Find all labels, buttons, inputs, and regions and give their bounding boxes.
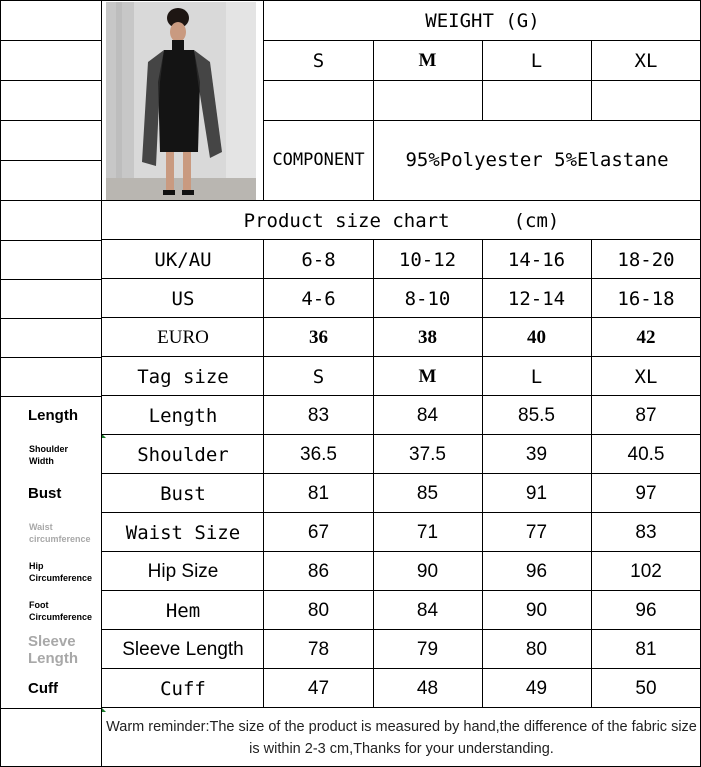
grid-line <box>101 395 701 396</box>
table-cell: 40 <box>527 326 546 348</box>
row-label: UK/AU <box>154 248 212 271</box>
warm-reminder: Warm reminder:The size of the product is measured by hand,the difference of the fabric size is within 2-3 cm,Thanks for your understanding. <box>106 719 697 757</box>
row-label: Tag size <box>137 365 229 388</box>
table-cell: 79 <box>416 638 439 660</box>
grid-line <box>101 239 701 240</box>
side-label <box>0 435 101 474</box>
table-cell: 80 <box>525 638 548 660</box>
table-cell: 8-10 <box>404 287 451 310</box>
side-label-text: Hip Circumference <box>29 560 93 583</box>
chart-title-row <box>102 201 701 240</box>
grid-line <box>263 240 264 708</box>
product-photo <box>106 2 256 200</box>
component-value: 95%Polyester 5%Elastane <box>405 149 669 171</box>
grid-line <box>0 160 102 161</box>
table-cell: L <box>530 365 543 388</box>
grid-line <box>373 120 374 200</box>
table-cell: 6-8 <box>301 248 336 271</box>
grid-line <box>0 708 102 709</box>
grid-line <box>482 240 483 708</box>
header-size-xl: XL <box>634 49 658 72</box>
grid-line <box>373 240 374 708</box>
row-label: US <box>171 287 195 310</box>
row-label: Bust <box>160 482 206 505</box>
side-label <box>0 513 101 552</box>
cell-marker <box>102 708 106 712</box>
table-cell: 96 <box>525 560 548 582</box>
grid-line <box>101 473 701 474</box>
component-label: COMPONENT <box>272 150 365 170</box>
table-cell: 91 <box>525 482 548 504</box>
side-label-text: Shoulder Width <box>29 443 69 466</box>
table-cell: 97 <box>635 482 657 504</box>
chart-unit: (cm) <box>513 209 560 232</box>
grid-line <box>373 40 374 120</box>
table-cell: 102 <box>630 560 662 582</box>
side-label-text: Sleeve Length <box>28 632 78 667</box>
table-cell: 87 <box>635 404 657 426</box>
side-label-text: Cuff <box>28 680 58 697</box>
grid-line <box>101 707 701 708</box>
table-cell: 36 <box>309 326 328 348</box>
grid-line <box>101 278 701 279</box>
grid-line <box>101 200 701 201</box>
table-cell: 48 <box>416 677 439 699</box>
table-cell: 84 <box>416 404 439 426</box>
grid-line <box>0 279 102 280</box>
table-cell: 16-18 <box>617 287 675 310</box>
grid-line <box>0 240 102 241</box>
grid-line <box>101 356 701 357</box>
grid-line <box>0 200 102 201</box>
table-cell: 81 <box>635 638 657 660</box>
grid-line <box>101 590 701 591</box>
side-label-text: Waist circumference <box>29 521 91 544</box>
table-cell: 83 <box>307 404 330 426</box>
table-cell: 39 <box>525 443 548 465</box>
table-cell: 81 <box>307 482 330 504</box>
grid-line <box>0 357 102 358</box>
grid-line <box>101 668 701 669</box>
grid-line <box>591 40 592 120</box>
grid-line <box>263 120 701 121</box>
table-cell: 80 <box>307 599 330 621</box>
side-label <box>0 396 101 435</box>
table-cell: 49 <box>525 677 548 699</box>
table-cell: 78 <box>307 638 330 660</box>
grid-line <box>0 0 701 1</box>
side-label <box>0 630 101 669</box>
table-cell: M <box>418 365 437 387</box>
table-cell: 50 <box>635 677 657 699</box>
row-label: Waist Size <box>125 521 241 544</box>
side-label <box>0 591 101 630</box>
table-cell: 83 <box>635 521 657 543</box>
grid-line <box>0 40 102 41</box>
header-size-l: L <box>530 49 543 72</box>
row-label: Hem <box>165 599 201 622</box>
table-cell: S <box>312 365 325 388</box>
table-cell: 47 <box>307 677 330 699</box>
row-label: EURO <box>157 326 209 348</box>
table-cell: 10-12 <box>398 248 457 271</box>
grid-line <box>263 0 264 201</box>
table-cell: 37.5 <box>409 443 446 465</box>
table-cell: 14-16 <box>507 248 566 271</box>
row-label: Sleeve Length <box>122 638 244 660</box>
table-cell: 67 <box>307 521 330 543</box>
grid-line <box>0 120 102 121</box>
grid-line <box>101 629 701 630</box>
table-cell: 18-20 <box>617 248 675 271</box>
side-label <box>0 552 101 591</box>
table-cell: 90 <box>525 599 548 621</box>
grid-line <box>0 396 102 397</box>
table-cell: 4-6 <box>301 287 336 310</box>
row-label: Shoulder <box>137 443 229 466</box>
table-cell: 85.5 <box>518 404 555 426</box>
side-label <box>0 474 101 513</box>
table-cell: 85 <box>416 482 439 504</box>
weight-header: WEIGHT (G) <box>425 9 540 32</box>
chart-title: Product size chart <box>243 209 450 232</box>
grid-line <box>101 317 701 318</box>
grid-line <box>0 0 1 767</box>
grid-line <box>0 80 102 81</box>
grid-line <box>482 40 483 120</box>
side-label <box>0 669 101 708</box>
grid-line <box>101 551 701 552</box>
table-cell: 71 <box>416 521 439 543</box>
grid-line <box>101 0 102 767</box>
grid-line <box>0 318 102 319</box>
grid-line <box>591 240 592 708</box>
row-label: Length <box>148 404 218 427</box>
table-cell: 86 <box>307 560 330 582</box>
table-cell: 77 <box>525 521 548 543</box>
table-cell: 12-14 <box>507 287 566 310</box>
table-cell: XL <box>634 365 658 388</box>
table-cell: 84 <box>416 599 439 621</box>
side-label-text: Length <box>28 407 78 424</box>
grid-line <box>101 512 701 513</box>
table-cell: 90 <box>416 560 439 582</box>
table-cell: 38 <box>418 326 437 348</box>
table-cell: 42 <box>636 326 656 348</box>
table-cell: 36.5 <box>300 443 337 465</box>
header-size-m: M <box>418 49 437 71</box>
table-cell: 40.5 <box>627 443 665 465</box>
side-label-text: Foot Circumference <box>29 599 93 622</box>
row-label: Hip Size <box>147 560 219 582</box>
side-label-text: Bust <box>28 485 62 502</box>
table-cell: 96 <box>635 599 657 621</box>
row-label: Cuff <box>160 677 206 700</box>
header-size-s: S <box>312 49 325 72</box>
grid-line <box>101 434 701 435</box>
